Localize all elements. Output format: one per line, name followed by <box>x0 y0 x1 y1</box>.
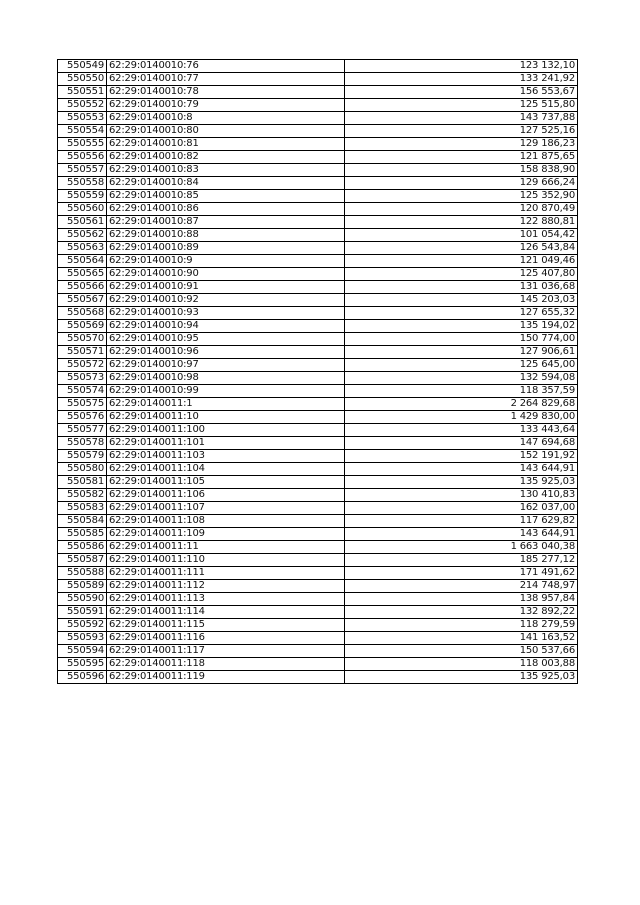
cadastral-number-cell: 62:29:0140010:82 <box>107 151 345 164</box>
row-id-cell: 550589 <box>58 580 107 593</box>
cadastral-number-cell: 62:29:0140010:99 <box>107 385 345 398</box>
cadastral-number-cell: 62:29:0140010:91 <box>107 281 345 294</box>
cadastral-value-cell: 133 241,92 <box>345 73 578 86</box>
row-id-cell: 550586 <box>58 541 107 554</box>
cadastral-value-cell: 125 352,90 <box>345 190 578 203</box>
cadastral-number-cell: 62:29:0140010:92 <box>107 294 345 307</box>
row-id-cell: 550587 <box>58 554 107 567</box>
table-row <box>58 138 578 151</box>
table-row <box>58 424 578 437</box>
row-id-cell: 550549 <box>58 60 107 73</box>
table-row <box>58 450 578 463</box>
cadastral-value-cell: 156 553,67 <box>345 86 578 99</box>
cadastral-number-cell: 62:29:0140010:80 <box>107 125 345 138</box>
cadastral-value-cell: 120 870,49 <box>345 203 578 216</box>
cadastral-number-cell: 62:29:0140011:113 <box>107 593 345 606</box>
cadastral-value-cell: 101 054,42 <box>345 229 578 242</box>
table-row <box>58 580 578 593</box>
cadastral-value-cell: 125 407,80 <box>345 268 578 281</box>
table-row <box>58 203 578 216</box>
table-row <box>58 554 578 567</box>
cadastral-number-cell: 62:29:0140010:93 <box>107 307 345 320</box>
table-row <box>58 489 578 502</box>
row-id-cell: 550582 <box>58 489 107 502</box>
row-id-cell: 550562 <box>58 229 107 242</box>
row-id-cell: 550555 <box>58 138 107 151</box>
row-id-cell: 550596 <box>58 671 107 684</box>
cadastral-value-cell: 117 629,82 <box>345 515 578 528</box>
cadastral-number-cell: 62:29:0140011:115 <box>107 619 345 632</box>
cadastral-value-cell: 129 186,23 <box>345 138 578 151</box>
cadastral-value-cell: 138 957,84 <box>345 593 578 606</box>
row-id-cell: 550577 <box>58 424 107 437</box>
row-id-cell: 550591 <box>58 606 107 619</box>
cadastral-number-cell: 62:29:0140010:89 <box>107 242 345 255</box>
cadastral-value-cell: 127 525,16 <box>345 125 578 138</box>
cadastral-value-cell: 150 537,66 <box>345 645 578 658</box>
cadastral-value-cell: 127 655,32 <box>345 307 578 320</box>
cadastral-number-cell: 62:29:0140010:85 <box>107 190 345 203</box>
table-row <box>58 294 578 307</box>
table-row <box>58 99 578 112</box>
cadastral-value-cell: 135 194,02 <box>345 320 578 333</box>
row-id-cell: 550593 <box>58 632 107 645</box>
row-id-cell: 550592 <box>58 619 107 632</box>
table-row <box>58 112 578 125</box>
row-id-cell: 550563 <box>58 242 107 255</box>
table-row <box>58 125 578 138</box>
cadastral-value-cell: 1 429 830,00 <box>345 411 578 424</box>
table-row <box>58 86 578 99</box>
cadastral-number-cell: 62:29:0140010:76 <box>107 60 345 73</box>
row-id-cell: 550571 <box>58 346 107 359</box>
cadastral-number-cell: 62:29:0140011:119 <box>107 671 345 684</box>
cadastral-number-cell: 62:29:0140011:1 <box>107 398 345 411</box>
row-id-cell: 550581 <box>58 476 107 489</box>
cadastral-number-cell: 62:29:0140010:94 <box>107 320 345 333</box>
table-row <box>58 216 578 229</box>
cadastral-number-cell: 62:29:0140011:112 <box>107 580 345 593</box>
row-id-cell: 550575 <box>58 398 107 411</box>
cadastral-number-cell: 62:29:0140010:77 <box>107 73 345 86</box>
row-id-cell: 550552 <box>58 99 107 112</box>
table-row <box>58 632 578 645</box>
cadastral-number-cell: 62:29:0140011:116 <box>107 632 345 645</box>
cadastral-number-cell: 62:29:0140010:88 <box>107 229 345 242</box>
cadastral-value-cell: 162 037,00 <box>345 502 578 515</box>
cadastral-value-cell: 118 357,59 <box>345 385 578 398</box>
cadastral-number-cell: 62:29:0140010:79 <box>107 99 345 112</box>
table-row <box>58 567 578 580</box>
table-row <box>58 60 578 73</box>
row-id-cell: 550585 <box>58 528 107 541</box>
table-row <box>58 463 578 476</box>
cadastral-number-cell: 62:29:0140011:110 <box>107 554 345 567</box>
row-id-cell: 550560 <box>58 203 107 216</box>
cadastral-value-cell: 141 163,52 <box>345 632 578 645</box>
table-row <box>58 476 578 489</box>
cadastral-value-cell: 118 279,59 <box>345 619 578 632</box>
table-row <box>58 502 578 515</box>
row-id-cell: 550567 <box>58 294 107 307</box>
table-row <box>58 255 578 268</box>
table-body <box>58 60 578 684</box>
cadastral-value-cell: 121 049,46 <box>345 255 578 268</box>
cadastral-number-cell: 62:29:0140010:98 <box>107 372 345 385</box>
table-row <box>58 73 578 86</box>
table-row <box>58 541 578 554</box>
cadastral-value-cell: 132 892,22 <box>345 606 578 619</box>
cadastral-number-cell: 62:29:0140010:86 <box>107 203 345 216</box>
cadastral-value-cell: 135 925,03 <box>345 476 578 489</box>
cadastral-number-cell: 62:29:0140010:78 <box>107 86 345 99</box>
cadastral-value-cell: 143 644,91 <box>345 528 578 541</box>
table-row <box>58 671 578 684</box>
cadastral-number-cell: 62:29:0140011:105 <box>107 476 345 489</box>
table-row <box>58 229 578 242</box>
row-id-cell: 550588 <box>58 567 107 580</box>
cadastral-value-cell: 133 443,64 <box>345 424 578 437</box>
table-row <box>58 346 578 359</box>
cadastral-value-cell: 158 838,90 <box>345 164 578 177</box>
table-row <box>58 151 578 164</box>
row-id-cell: 550558 <box>58 177 107 190</box>
cadastral-number-cell: 62:29:0140011:100 <box>107 424 345 437</box>
cadastral-number-cell: 62:29:0140011:10 <box>107 411 345 424</box>
cadastral-value-cell: 152 191,92 <box>345 450 578 463</box>
table-row <box>58 359 578 372</box>
table-row <box>58 658 578 671</box>
cadastral-number-cell: 62:29:0140010:84 <box>107 177 345 190</box>
cadastral-number-cell: 62:29:0140010:83 <box>107 164 345 177</box>
cadastral-number-cell: 62:29:0140010:87 <box>107 216 345 229</box>
table-row <box>58 307 578 320</box>
cadastral-number-cell: 62:29:0140011:103 <box>107 450 345 463</box>
cadastral-number-cell: 62:29:0140010:95 <box>107 333 345 346</box>
table-row <box>58 320 578 333</box>
table-row <box>58 242 578 255</box>
cadastral-number-cell: 62:29:0140011:101 <box>107 437 345 450</box>
table-row <box>58 619 578 632</box>
cadastral-value-cell: 143 737,88 <box>345 112 578 125</box>
cadastral-number-cell: 62:29:0140010:97 <box>107 359 345 372</box>
cadastral-value-cell: 150 774,00 <box>345 333 578 346</box>
cadastral-number-cell: 62:29:0140010:90 <box>107 268 345 281</box>
cadastral-value-cell: 1 663 040,38 <box>345 541 578 554</box>
cadastral-number-cell: 62:29:0140011:11 <box>107 541 345 554</box>
cadastral-value-cell: 122 880,81 <box>345 216 578 229</box>
cadastral-number-cell: 62:29:0140011:108 <box>107 515 345 528</box>
cadastral-number-cell: 62:29:0140010:9 <box>107 255 345 268</box>
table-row <box>58 164 578 177</box>
cadastral-number-cell: 62:29:0140011:118 <box>107 658 345 671</box>
cadastral-value-cell: 147 694,68 <box>345 437 578 450</box>
row-id-cell: 550572 <box>58 359 107 372</box>
cadastral-number-cell: 62:29:0140011:111 <box>107 567 345 580</box>
row-id-cell: 550557 <box>58 164 107 177</box>
cadastral-number-cell: 62:29:0140010:8 <box>107 112 345 125</box>
table-row <box>58 385 578 398</box>
table-row <box>58 281 578 294</box>
row-id-cell: 550574 <box>58 385 107 398</box>
row-id-cell: 550576 <box>58 411 107 424</box>
table-row <box>58 606 578 619</box>
table-row <box>58 437 578 450</box>
table-row <box>58 190 578 203</box>
row-id-cell: 550578 <box>58 437 107 450</box>
row-id-cell: 550573 <box>58 372 107 385</box>
cadastral-value-table <box>57 59 578 684</box>
cadastral-value-cell: 127 906,61 <box>345 346 578 359</box>
row-id-cell: 550569 <box>58 320 107 333</box>
cadastral-number-cell: 62:29:0140011:109 <box>107 528 345 541</box>
cadastral-number-cell: 62:29:0140010:81 <box>107 138 345 151</box>
table-row <box>58 333 578 346</box>
row-id-cell: 550568 <box>58 307 107 320</box>
row-id-cell: 550584 <box>58 515 107 528</box>
row-id-cell: 550553 <box>58 112 107 125</box>
cadastral-value-cell: 2 264 829,68 <box>345 398 578 411</box>
cadastral-number-cell: 62:29:0140011:107 <box>107 502 345 515</box>
table-row <box>58 528 578 541</box>
row-id-cell: 550556 <box>58 151 107 164</box>
row-id-cell: 550565 <box>58 268 107 281</box>
cadastral-value-cell: 145 203,03 <box>345 294 578 307</box>
cadastral-number-cell: 62:29:0140011:106 <box>107 489 345 502</box>
cadastral-value-cell: 121 875,65 <box>345 151 578 164</box>
cadastral-value-cell: 143 644,91 <box>345 463 578 476</box>
table-row <box>58 411 578 424</box>
row-id-cell: 550590 <box>58 593 107 606</box>
cadastral-value-cell: 185 277,12 <box>345 554 578 567</box>
cadastral-value-cell: 135 925,03 <box>345 671 578 684</box>
table-row <box>58 268 578 281</box>
cadastral-value-cell: 126 543,84 <box>345 242 578 255</box>
cadastral-value-cell: 130 410,83 <box>345 489 578 502</box>
cadastral-value-cell: 214 748,97 <box>345 580 578 593</box>
row-id-cell: 550579 <box>58 450 107 463</box>
cadastral-value-cell: 123 132,10 <box>345 60 578 73</box>
cadastral-value-cell: 171 491,62 <box>345 567 578 580</box>
table-row <box>58 177 578 190</box>
table-row <box>58 515 578 528</box>
table-row <box>58 398 578 411</box>
row-id-cell: 550551 <box>58 86 107 99</box>
row-id-cell: 550580 <box>58 463 107 476</box>
table-row <box>58 645 578 658</box>
cadastral-value-cell: 131 036,68 <box>345 281 578 294</box>
cadastral-value-cell: 125 515,80 <box>345 99 578 112</box>
row-id-cell: 550564 <box>58 255 107 268</box>
row-id-cell: 550550 <box>58 73 107 86</box>
row-id-cell: 550570 <box>58 333 107 346</box>
cadastral-number-cell: 62:29:0140011:117 <box>107 645 345 658</box>
cadastral-value-cell: 125 645,00 <box>345 359 578 372</box>
row-id-cell: 550595 <box>58 658 107 671</box>
cadastral-number-cell: 62:29:0140011:104 <box>107 463 345 476</box>
row-id-cell: 550554 <box>58 125 107 138</box>
row-id-cell: 550583 <box>58 502 107 515</box>
row-id-cell: 550594 <box>58 645 107 658</box>
cadastral-value-cell: 118 003,88 <box>345 658 578 671</box>
table-row <box>58 372 578 385</box>
cadastral-number-cell: 62:29:0140011:114 <box>107 606 345 619</box>
row-id-cell: 550561 <box>58 216 107 229</box>
cadastral-value-cell: 132 594,08 <box>345 372 578 385</box>
cadastral-number-cell: 62:29:0140010:96 <box>107 346 345 359</box>
table-row <box>58 593 578 606</box>
row-id-cell: 550559 <box>58 190 107 203</box>
row-id-cell: 550566 <box>58 281 107 294</box>
cadastral-value-cell: 129 666,24 <box>345 177 578 190</box>
